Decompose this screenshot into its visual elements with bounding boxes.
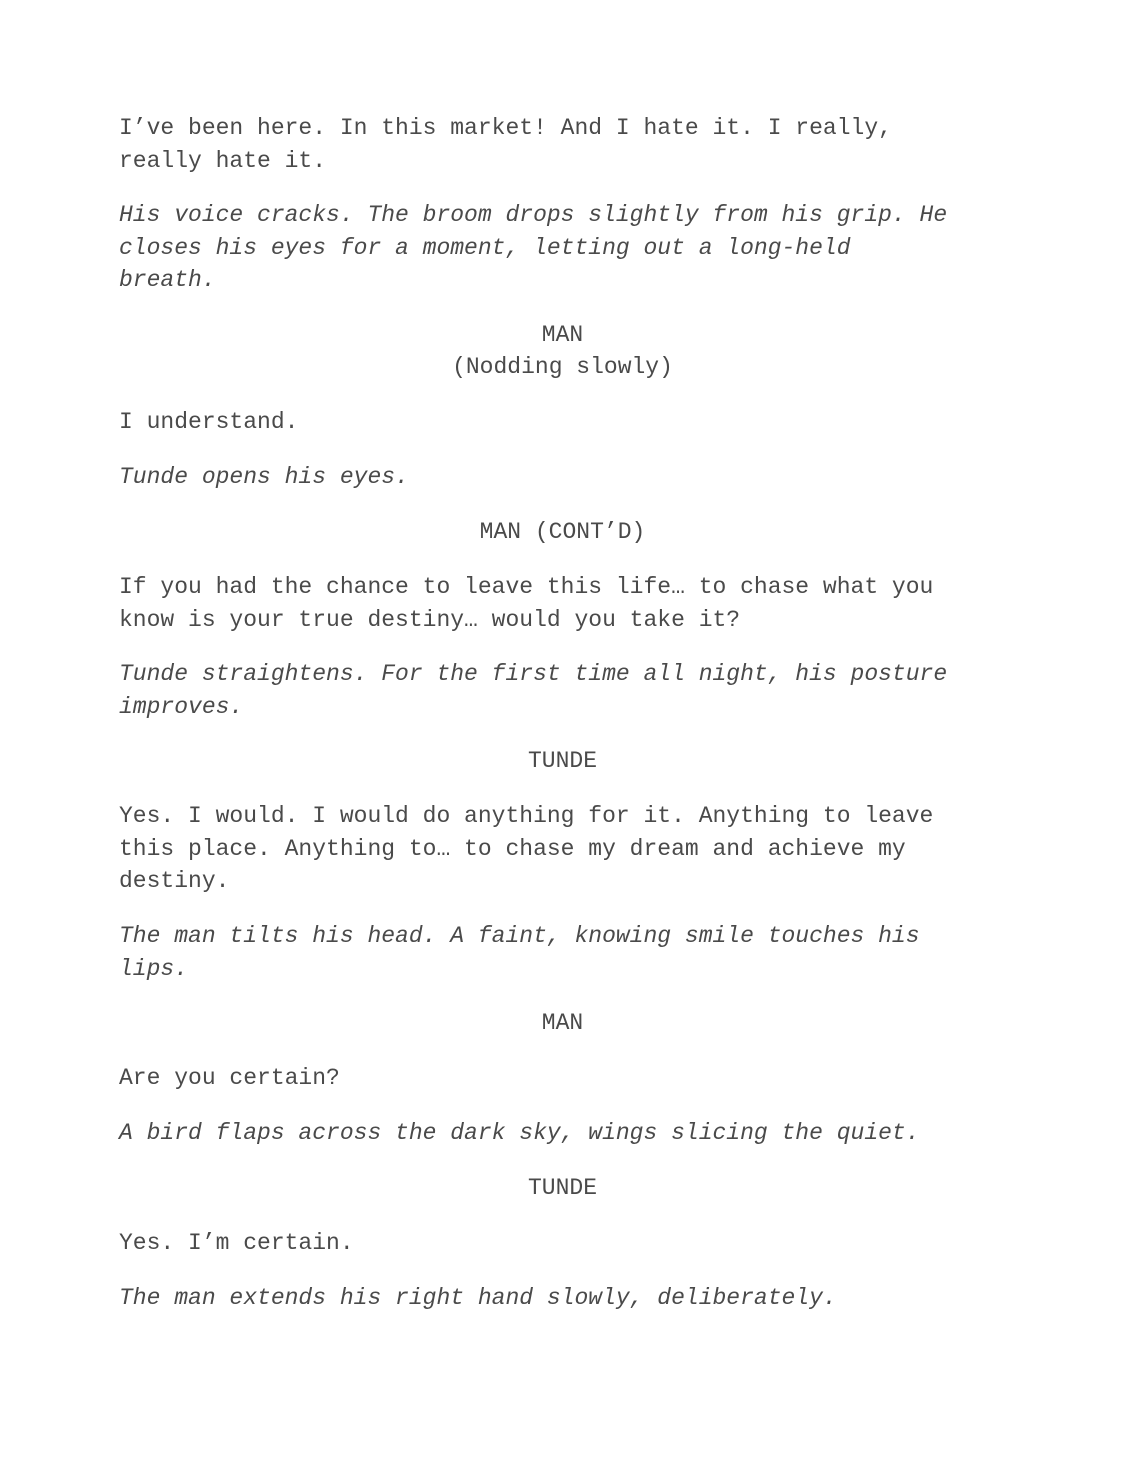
action-line: Tunde straightens. For the first time all night, his posture improves. — [119, 661, 948, 720]
dialogue-line: I’ve been here. In this market! And I hate it. I really, really hate it. — [119, 115, 892, 174]
character-name: MAN — [541, 1010, 584, 1036]
dialogue-line: Yes. I would. I would do anything for it. Anything to leave this place. Anything to… to chase my dream and achieve my destiny. — [119, 803, 934, 895]
dialogue-line: Yes. I’m certain. — [119, 1230, 354, 1256]
action-line: His voice cracks. The broom drops slightly from his grip. He closes his eyes for a moment, letting out a long-held breath. — [119, 202, 948, 294]
dialogue-line: Are you certain? — [119, 1065, 340, 1091]
parenthetical: (Nodding slowly) — [452, 354, 673, 380]
dialogue-line: I understand. — [119, 409, 299, 435]
dialogue-line: If you had the chance to leave this life… to chase what you know is your true destiny… would you take it? — [119, 574, 934, 633]
action-line: The man extends his right hand slowly, deliberately. — [119, 1285, 837, 1311]
character-name: MAN (CONT’D) — [479, 519, 646, 545]
character-name: TUNDE — [527, 748, 597, 774]
action-line: Tunde opens his eyes. — [119, 464, 409, 490]
character-name: MAN — [541, 322, 584, 348]
action-line: The man tilts his head. A faint, knowing smile touches his lips. — [119, 923, 920, 982]
action-line: A bird flaps across the dark sky, wings slicing the quiet. — [119, 1120, 920, 1146]
character-name: TUNDE — [527, 1175, 597, 1201]
